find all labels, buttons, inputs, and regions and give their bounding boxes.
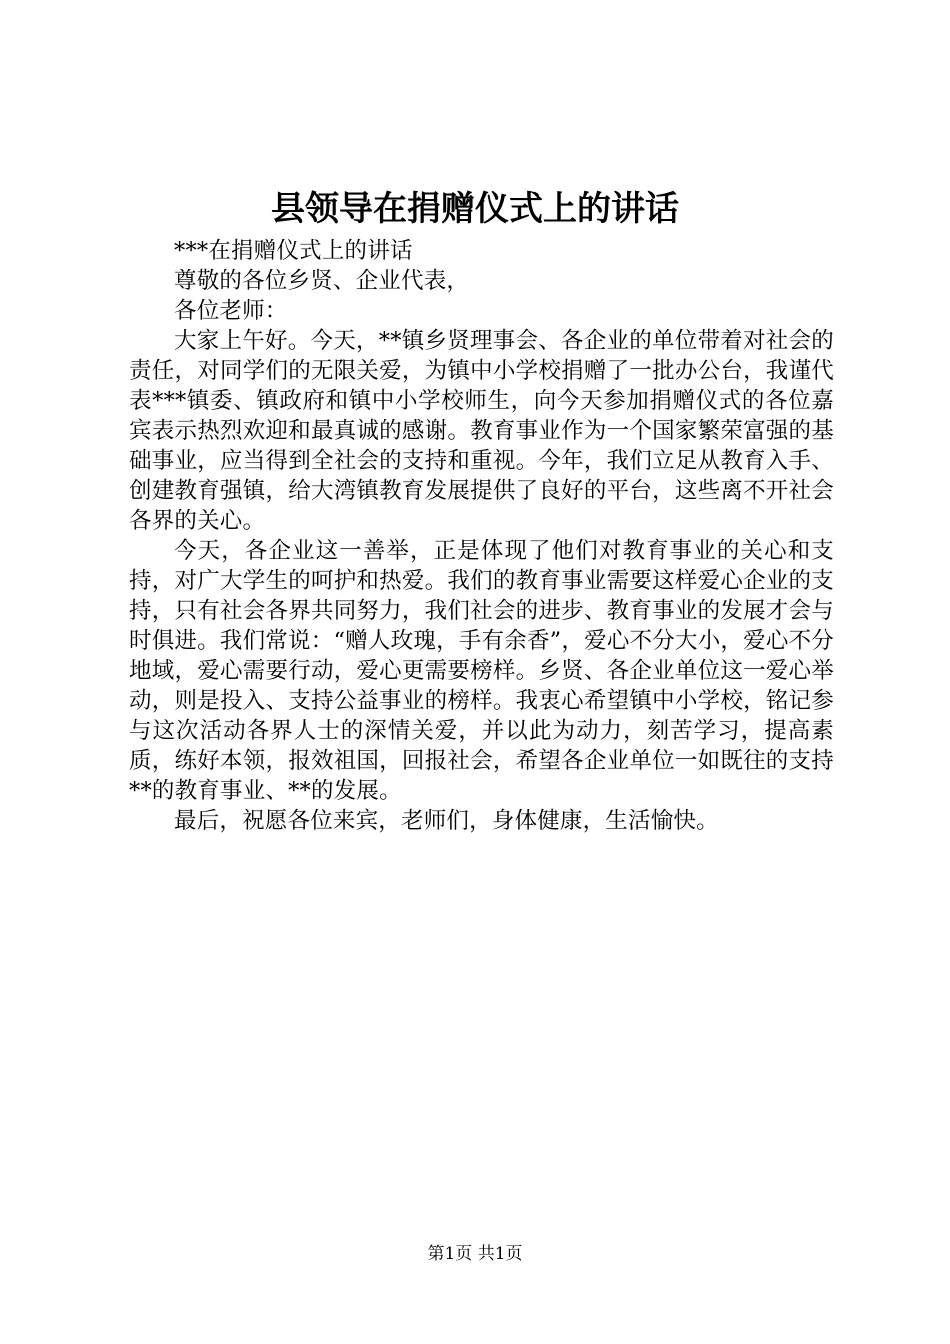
- document-title: 县领导在捐赠仪式上的讲话: [271, 189, 679, 229]
- paragraph-closing: 最后，祝愿各位来宾，老师们，身体健康，生活愉快。: [174, 808, 719, 834]
- paragraph-greeting: 大家上午好。今天，**镇乡贤理事会、各企业的单位带着对社会的责任，对同学们的无限关爱，为镇中小学校捐赠了一批办公台，我谨代表***镇委、镇政府和镇中小学校师生，向今天参加捐赠仪式的各位嘉宾表示热烈欢迎和最真诚的感谢。教育事业作为一个国家繁荣富强的基础事业，应当得到全社会的支持和重视。今年，我们立足从教育入手、创建教育强镇，给大湾镇教育发展提供了良好的平台，这些离不开社会各界的关心。: [129, 328, 834, 534]
- paragraph-main: 今天，各企业这一善举，正是体现了他们对教育事业的关心和支持，对广大学生的呵护和热爱。我们的教育事业需要这样爱心企业的支持，只有社会各界共同努力，我们社会的进步、教育事业的发展才会与时俱进。我们常说：“赠人玫瑰，手有余香”，爱心不分大小，爱心不分地域，爱心需要行动，爱心更需要榜样。乡贤、各企业单位这一爱心举动，则是投入、支持公益事业的榜样。我衷心希望镇中小学校，铭记参与这次活动各界人士的深情关爱，并以此为动力，刻苦学习，提高素质，练好本领，报效祖国，回报社会，希望各企业单位一如既往的支持**的教育事业、**的发展。: [129, 538, 834, 804]
- speech-heading-line: ***在捐赠仪式上的讲话: [174, 238, 413, 264]
- document-body: [129, 236, 834, 836]
- salutation-teachers-line: 各位老师：: [174, 298, 288, 324]
- page-footer: 第1页 共1页: [427, 1244, 523, 1264]
- salutation-line: 尊敬的各位乡贤、企业代表，: [174, 268, 470, 294]
